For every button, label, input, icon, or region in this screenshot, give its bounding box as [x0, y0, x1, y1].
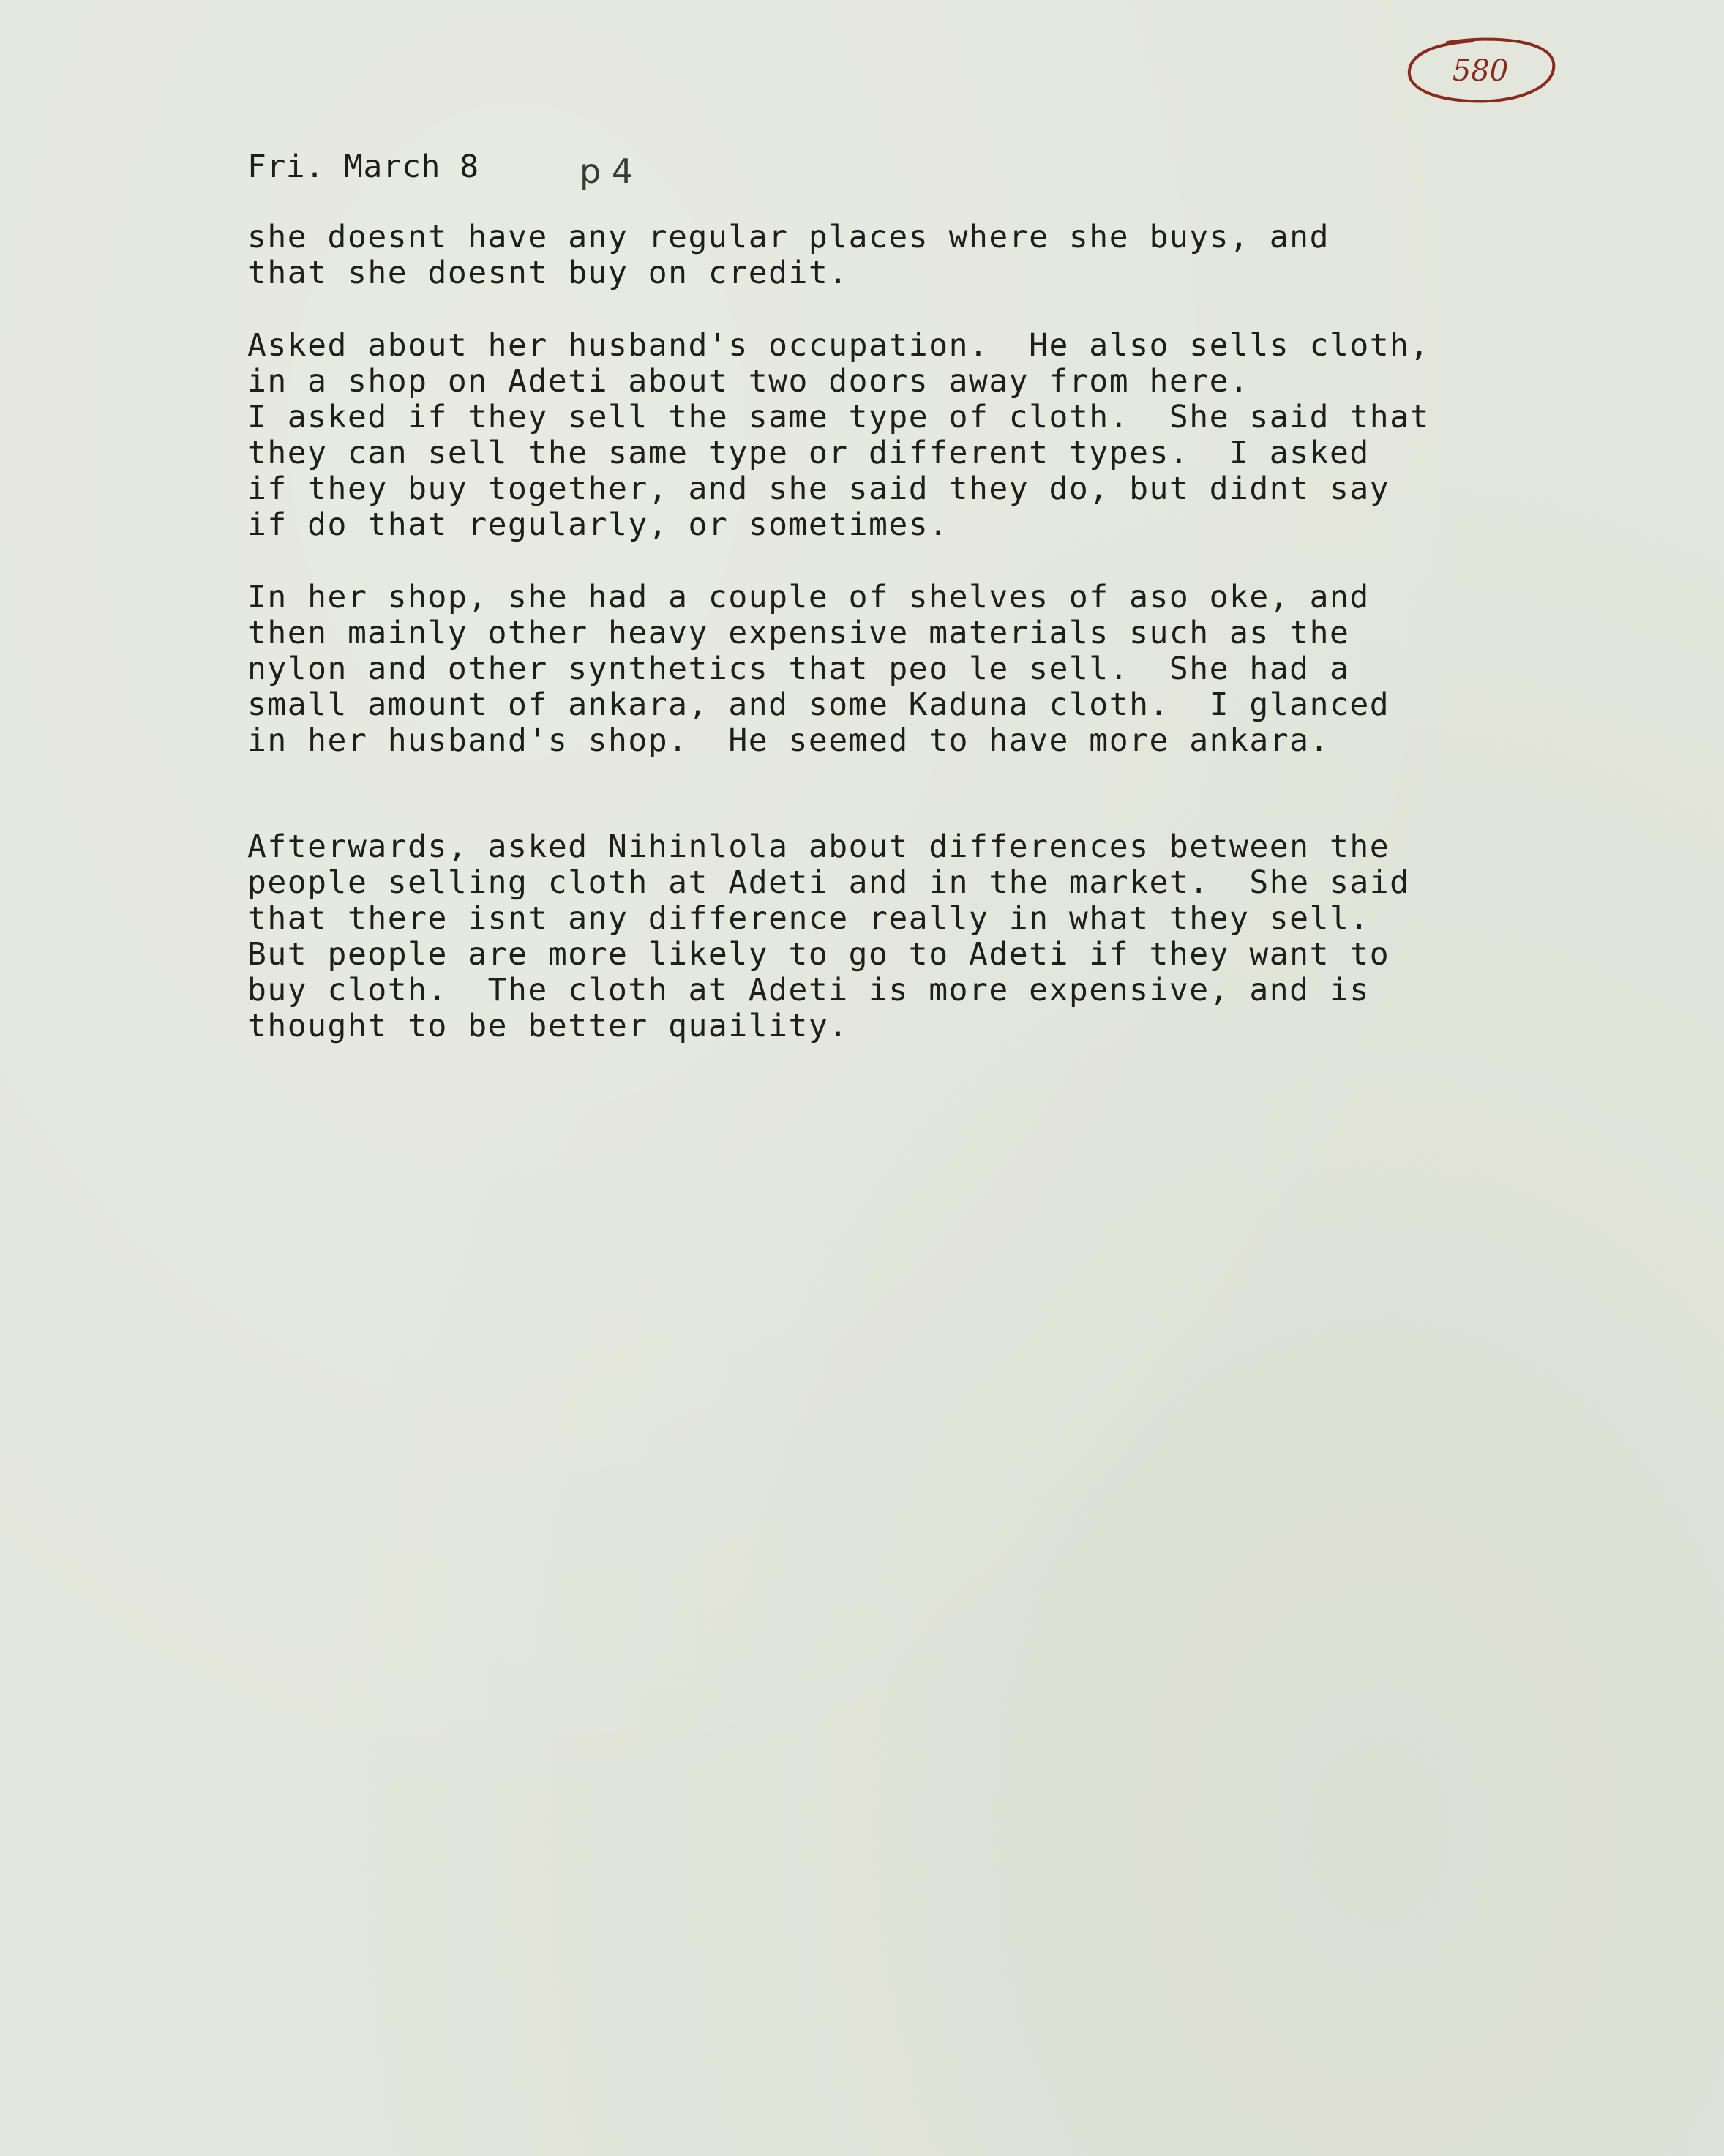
text-line: if they buy together, and she said they do, but didnt say: [247, 471, 1390, 507]
typed-notes-body: [247, 220, 1564, 1044]
handwritten-note-text: p 4: [580, 151, 634, 191]
text-line: then mainly other heavy expensive materials such as the: [247, 615, 1350, 651]
text-line: that there isnt any difference really in what they sell.: [247, 900, 1370, 937]
text-line: But people are more likely to go to Adeti if they want to: [247, 936, 1390, 973]
text-line: that she doesnt buy on credit.: [247, 255, 849, 291]
text-line: they can sell the same type or different types. I asked: [247, 435, 1370, 471]
text-line: Afterwards, asked Nihinlola about differences between the: [247, 828, 1390, 865]
paragraph-4: [247, 829, 1564, 1044]
handwritten-page-note: [572, 143, 660, 202]
text-line: in her husband's shop. He seemed to have more ankara.: [247, 722, 1330, 759]
text-line: if do that regularly, or sometimes.: [247, 506, 949, 543]
paragraph-1: [247, 220, 1564, 291]
page-number: 580: [1452, 54, 1509, 88]
text-line: nylon and other synthetics that peo le sell. She had a: [247, 651, 1350, 687]
text-line: Asked about her husband's occupation. He also sells cloth,: [247, 327, 1430, 364]
text-line: small amount of ankara, and some Kaduna cloth. I glanced: [247, 686, 1390, 723]
text-line: I asked if they sell the same type of cloth. She said that: [247, 399, 1430, 435]
text-line: thought to be better quaility.: [247, 1008, 849, 1044]
paragraph-3: [247, 580, 1564, 759]
handwritten-page-number-circle: [1403, 34, 1557, 107]
text-line: people selling cloth at Adeti and in the market. She said: [247, 864, 1410, 901]
text-line: she doesnt have any regular places where she buys, and: [247, 219, 1330, 255]
page-number-stamp: [1403, 34, 1557, 107]
text-line: in a shop on Adeti about two doors away from here.: [247, 363, 1250, 400]
date-heading: Fri. March 8: [247, 149, 479, 185]
text-line: buy cloth. The cloth at Adeti is more expensive, and is: [247, 972, 1370, 1008]
paragraph-2: [247, 328, 1564, 543]
text-line: In her shop, she had a couple of shelves of aso oke, and: [247, 579, 1370, 615]
